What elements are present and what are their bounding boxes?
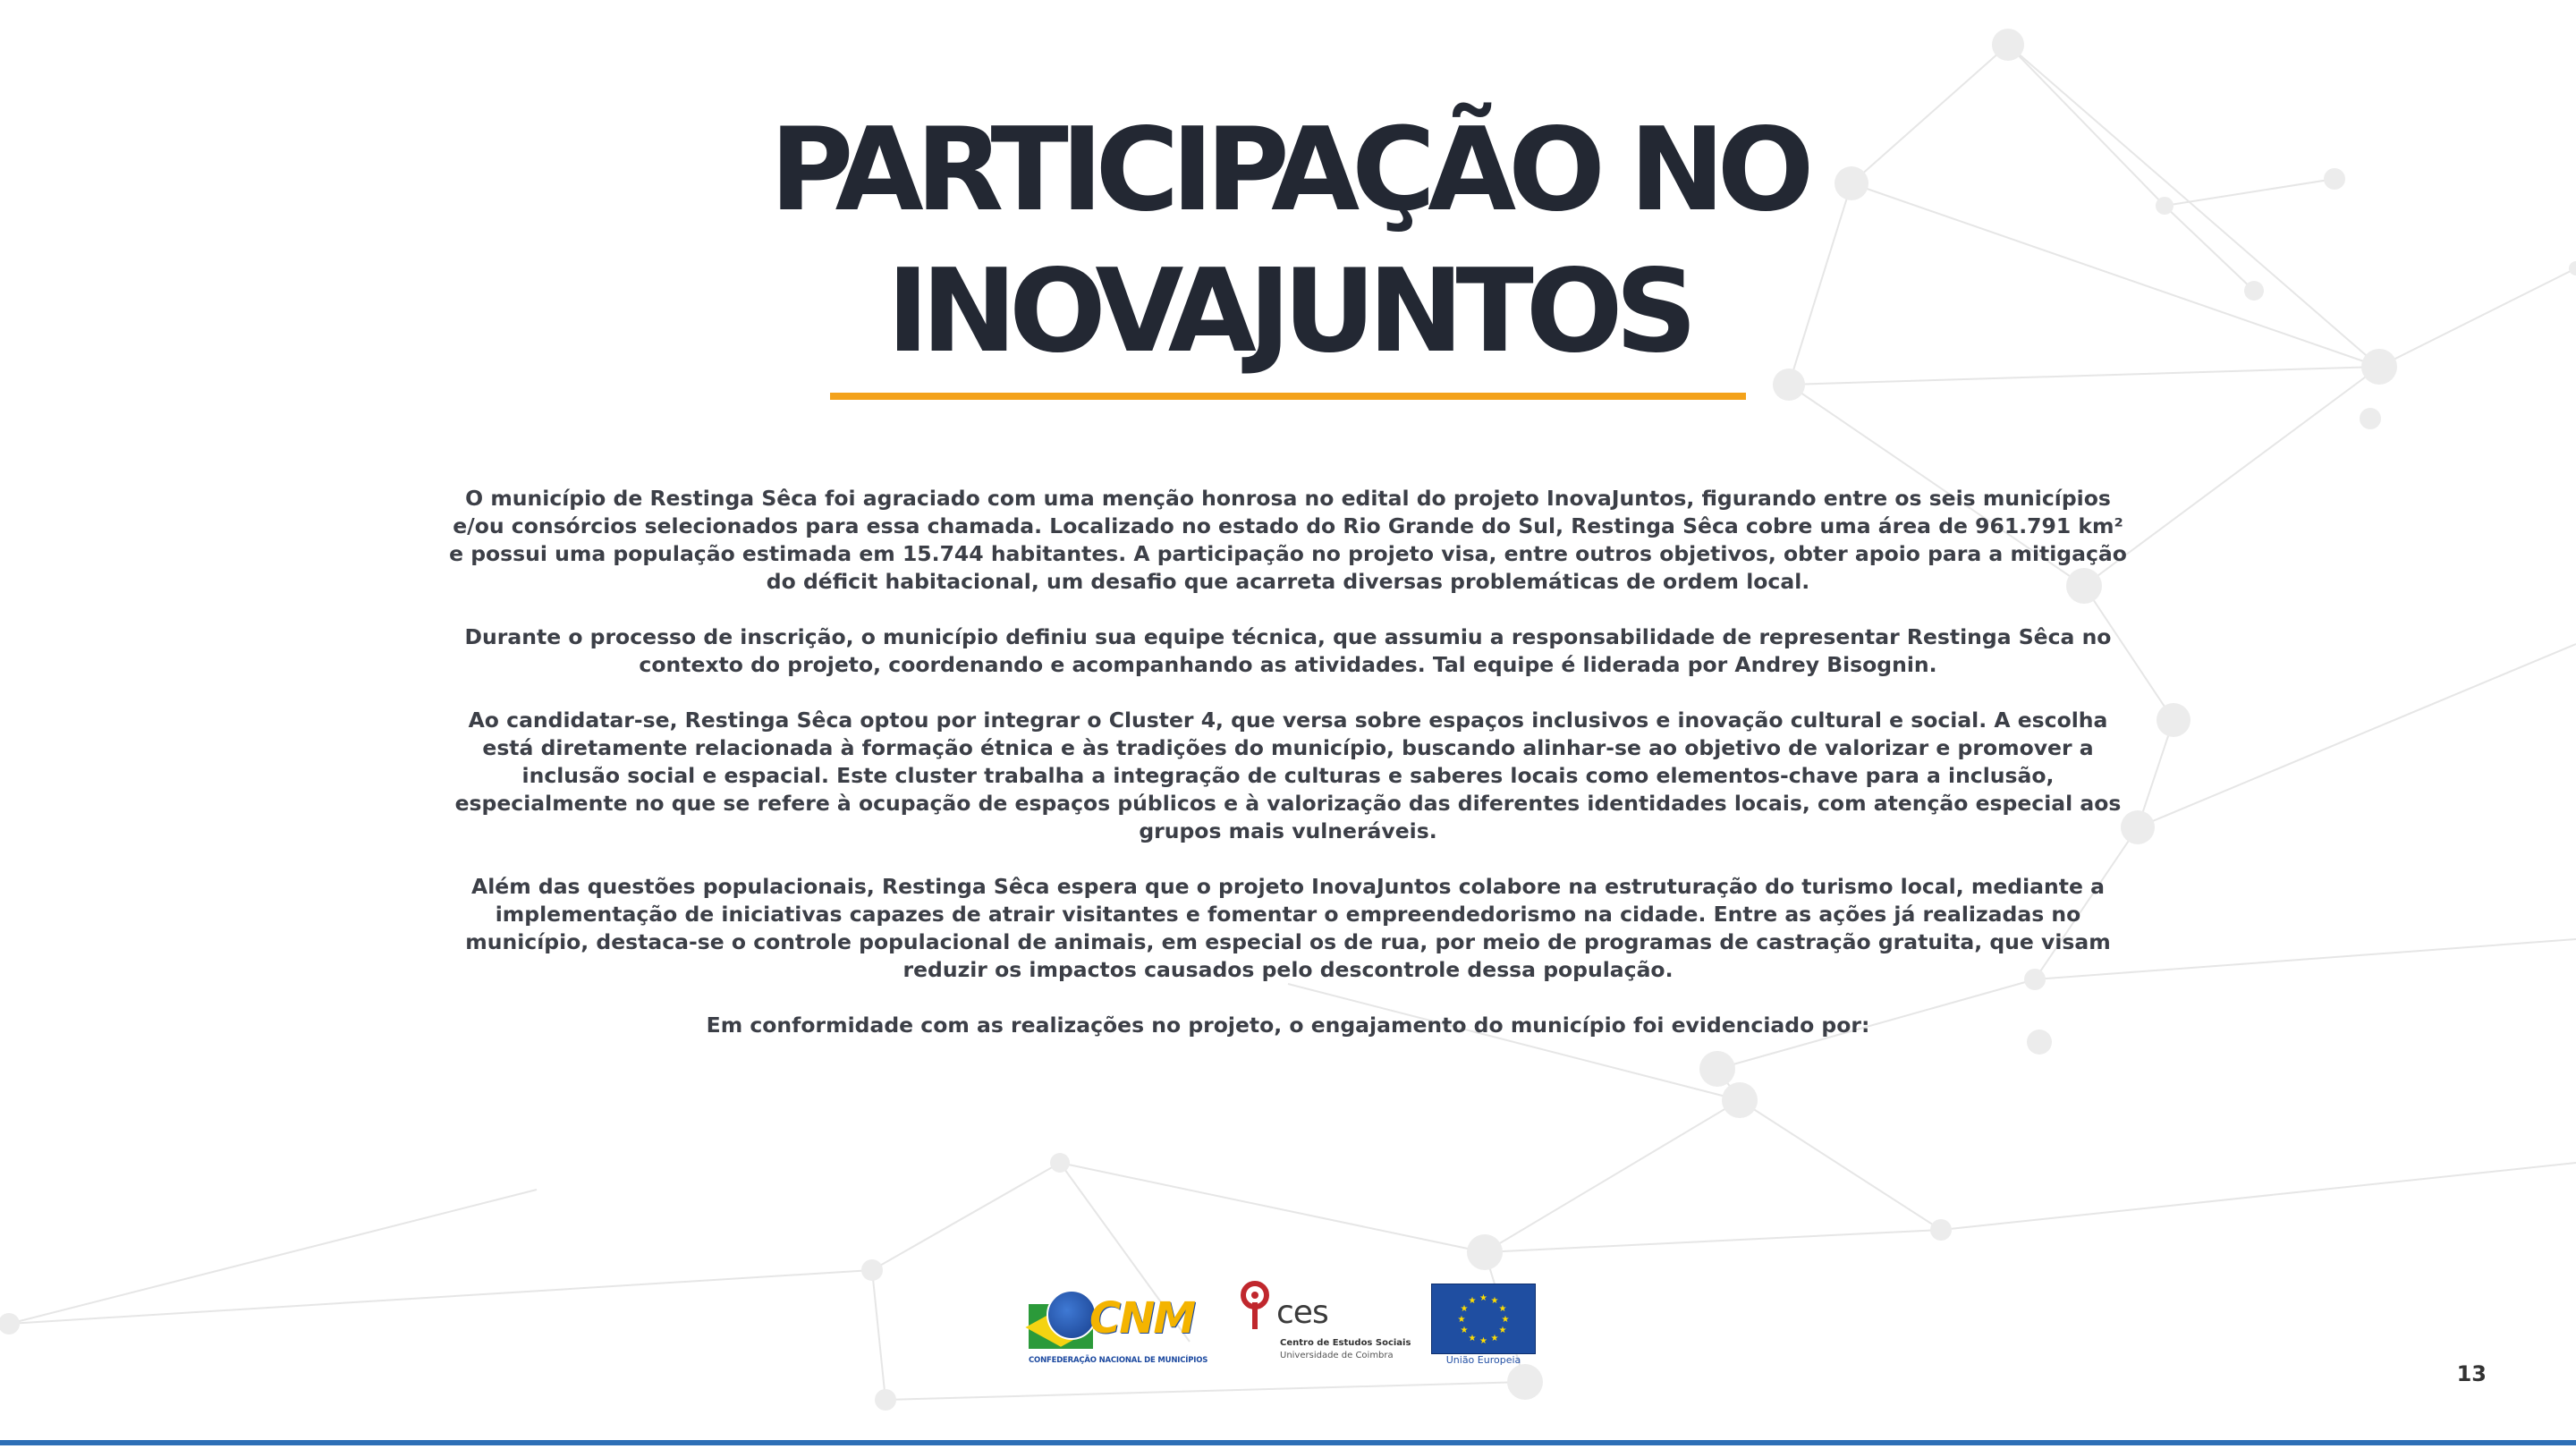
cnm-subtitle: CONFEDERAÇÃO NACIONAL DE MUNICÍPIOS xyxy=(1029,1356,1208,1365)
eu-logo xyxy=(1431,1279,1538,1368)
paragraph-1: O município de Restinga Sêca foi agraciado com uma menção honrosa no edital do projeto InovaJuntos, figurando entre os seis municípios e/ou consórcios selecionados para essa chamada. Localizado no estado do Rio Grande do Sul, Restinga Sêca cobre uma área de 961.791 km² e possui uma população estimada em 15.744 habitantes. A participação no projeto visa, entre outros objetivos, obter apoio para a mitigação do déficit habitacional, um desafio que acarreta diversas problemáticas de ordem local. xyxy=(449,486,2127,594)
page-title xyxy=(0,100,2576,383)
title-line-2: INOVAJUNTOS xyxy=(886,245,1690,378)
title-line-1: PARTICIPAÇÃO NO xyxy=(769,104,1807,237)
paragraph-4: Além das questões populacionais, Restinga Sêca espera que o projeto InovaJuntos colabore na estruturação do turismo local, mediante a implementação de iniciativas capazes de atrair visitantes e fomentar o empreendedorismo na cidade. Entre as ações já realizadas no município, destaca-se o controle populacional de animais, em especial os de rua, por meio de programas de castração gratuita, que visam reduzir os impactos causados pelo descontrole dessa população. xyxy=(465,874,2111,982)
svg-text:★: ★ xyxy=(1468,1296,1477,1306)
page-number: 13 xyxy=(2456,1361,2487,1386)
svg-text:★: ★ xyxy=(1479,1293,1487,1303)
cnm-wordmark: CNM xyxy=(1089,1293,1195,1343)
svg-text:★: ★ xyxy=(1501,1315,1510,1325)
eu-stars-icon xyxy=(1432,1284,1535,1353)
title-underline xyxy=(830,393,1746,400)
svg-text:★: ★ xyxy=(1468,1334,1477,1343)
svg-text:★: ★ xyxy=(1460,1304,1469,1314)
paragraph-3: Ao candidatar-se, Restinga Sêca optou por integrar o Cluster 4, que versa sobre espaços inclusivos e inovação cultural e social. A escolha está diretamente relacionada à formação étnica e às tradições do município, buscando alinhar-se ao objetivo de valorizar e promover a inclusão social e espacial. Este cluster trabalha a integração de culturas e saberes locais como elementos-chave para a inclusão, especialmente no que se refere à ocupação de espaços públicos e à valorização das diferentes identidades locais, com atenção especial aos grupos mais vulneráveis. xyxy=(454,708,2122,843)
svg-text:★: ★ xyxy=(1490,1334,1499,1343)
ces-wordmark: ces xyxy=(1276,1294,1328,1331)
ces-subtitle-2: Universidade de Coimbra xyxy=(1280,1351,1394,1360)
footer-line xyxy=(0,1440,2576,1445)
cnm-logo xyxy=(1029,1279,1208,1368)
svg-text:★: ★ xyxy=(1479,1336,1487,1346)
paragraph-2: Durante o processo de inscrição, o município definiu sua equipe técnica, que assumiu a responsabilidade de representar Restinga Sêca no contexto do projeto, coordenando e acompanhando as atividades. Tal equipe é liderada por Andrey Bisognin. xyxy=(464,624,2112,677)
svg-text:★: ★ xyxy=(1460,1326,1469,1335)
svg-text:★: ★ xyxy=(1498,1304,1507,1314)
ces-mark-icon xyxy=(1239,1279,1275,1333)
eu-caption: União Europeia xyxy=(1445,1354,1521,1366)
svg-text:★: ★ xyxy=(1457,1315,1466,1325)
svg-text:★: ★ xyxy=(1498,1326,1507,1335)
svg-text:★: ★ xyxy=(1490,1296,1499,1306)
body-text xyxy=(447,485,2129,1067)
paragraph-5: Em conformidade com as realizações no projeto, o engajamento do município foi evidenciado por: xyxy=(706,1013,1870,1038)
eu-flag-icon xyxy=(1431,1284,1536,1354)
ces-subtitle-1: Centro de Estudos Sociais xyxy=(1280,1338,1411,1348)
ces-logo xyxy=(1239,1279,1411,1368)
